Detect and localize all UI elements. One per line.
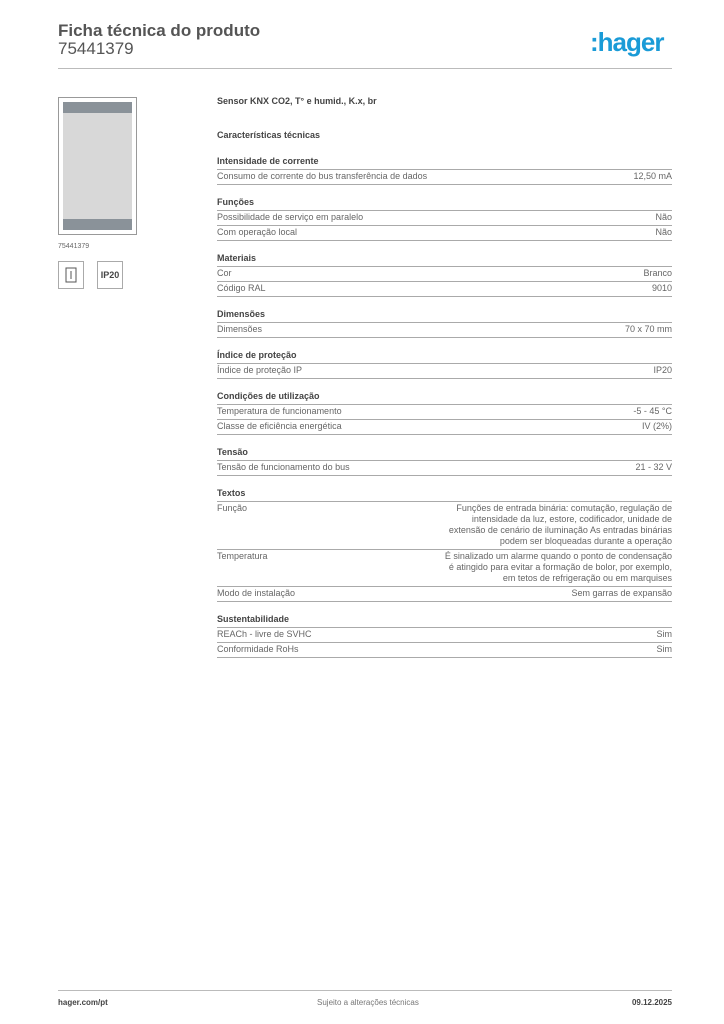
section-title: Funções [217, 197, 672, 211]
spec-row [217, 267, 672, 282]
spec-section [217, 391, 672, 435]
section-title: Textos [217, 488, 672, 502]
spec-section [217, 614, 672, 658]
section-title: Condições de utilização [217, 391, 672, 405]
section-title: Sustentabilidade [217, 614, 672, 628]
spec-value: 70 x 70 mm [624, 324, 672, 334]
spec-row [217, 587, 672, 602]
spec-label: Função [217, 503, 248, 513]
mounting-icon [58, 261, 84, 289]
product-code: 75441379 [58, 39, 134, 58]
footer-note: Sujeito a alterações técnicas [317, 998, 419, 1007]
spec-label: Modo de instalação [217, 588, 296, 598]
spec-row [217, 628, 672, 643]
spec-section [217, 309, 672, 338]
spec-section [217, 197, 672, 241]
image-caption: 75441379 [58, 243, 90, 250]
spec-value: Não [655, 212, 672, 222]
spec-row [217, 282, 672, 297]
spec-row [217, 643, 672, 658]
section-title: Dimensões [217, 309, 672, 323]
product-name: Sensor KNX CO2, T° e humid., K.x, br [217, 96, 377, 106]
section-title: Materiais [217, 253, 672, 267]
spec-row [217, 550, 672, 587]
spec-value: IP20 [653, 365, 672, 375]
spec-value: 12,50 mA [633, 171, 672, 181]
spec-label: Índice de proteção IP [217, 365, 303, 375]
spec-label: Com operação local [217, 227, 298, 237]
spec-row [217, 364, 672, 379]
spec-value: 21 - 32 V [635, 462, 672, 472]
footer-website[interactable]: hager.com/pt [58, 998, 108, 1007]
spec-label: Conformidade RoHs [217, 644, 299, 654]
section-title: Tensão [217, 447, 672, 461]
spec-value: Funções de entrada binária: comutação, regulação de intensidade da luz, estore, codificador, unidade de extensão de cenário de iluminação As entradas binárias podem ser bloqueadas durante a operação [448, 503, 672, 546]
spec-section [217, 447, 672, 476]
product-image [58, 97, 137, 235]
spec-section [217, 253, 672, 297]
spec-label: Possibilidade de serviço em paralelo [217, 212, 364, 222]
spec-value: Sem garras de expansão [571, 588, 672, 598]
section-title: Índice de proteção [217, 350, 672, 364]
spec-label: Cor [217, 268, 232, 278]
characteristics-heading: Características técnicas [217, 130, 321, 140]
spec-row [217, 226, 672, 241]
ip20-badge: IP20 [97, 261, 123, 289]
footer-divider [58, 990, 672, 991]
spec-row [217, 420, 672, 435]
spec-value: Sim [656, 644, 672, 654]
spec-section [217, 156, 672, 185]
spec-section [217, 488, 672, 602]
spec-label: Consumo de corrente do bus transferência de dados [217, 171, 428, 181]
spec-value: É sinalizado um alarme quando o ponto de condensação é atingido para evitar a formação de bolor, por exemplo, em tetos de refrigeração ou em marquises [444, 551, 672, 583]
spec-row [217, 170, 672, 185]
page-title: Ficha técnica do produto [58, 21, 261, 40]
spec-row [217, 323, 672, 338]
spec-section [217, 350, 672, 379]
spec-value: -5 - 45 °C [633, 406, 672, 416]
spec-value: Branco [643, 268, 672, 278]
spec-label: Código RAL [217, 283, 266, 293]
section-title: Intensidade de corrente [217, 156, 672, 170]
spec-row [217, 211, 672, 226]
hager-logo: :hager [590, 27, 664, 57]
footer-date: 09.12.2025 [631, 998, 672, 1007]
spec-label: Dimensões [217, 324, 263, 334]
spec-label: Temperatura de funcionamento [217, 406, 342, 416]
spec-row [217, 405, 672, 420]
spec-row [217, 502, 672, 550]
spec-label: Tensão de funcionamento do bus [217, 462, 350, 472]
spec-label: REACh - livre de SVHC [217, 629, 312, 639]
spec-label: Classe de eficiência energética [217, 421, 342, 431]
spec-value: Não [655, 227, 672, 237]
header-divider [58, 68, 672, 69]
spec-content [217, 96, 672, 658]
spec-row [217, 461, 672, 476]
spec-value: Sim [656, 629, 672, 639]
spec-label: Temperatura [217, 551, 268, 561]
spec-value: IV (2%) [641, 421, 672, 431]
spec-value: 9010 [651, 283, 672, 293]
